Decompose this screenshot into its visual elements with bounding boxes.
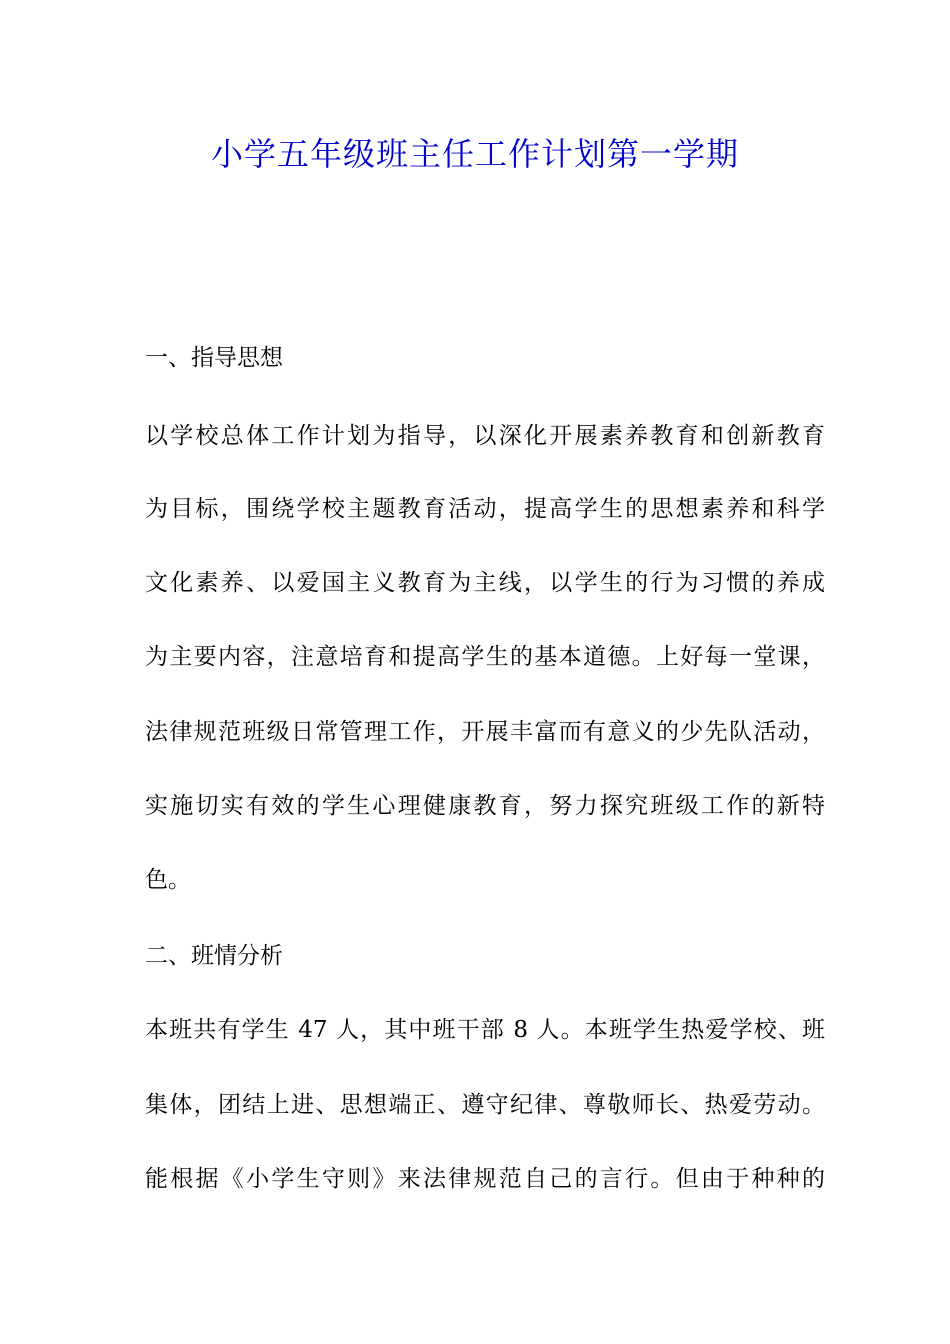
paragraph-line: 色。 (145, 867, 191, 893)
paragraph-line: 实施切实有效的学生心理健康教育，努力探究班级工作的新特 (145, 793, 825, 819)
section-heading-class-analysis: 二、班情分析 (145, 943, 283, 969)
paragraph-line: 法律规范班级日常管理工作，开展丰富而有意义的少先队活动， (145, 719, 825, 745)
paragraph-line: 集体，团结上进、思想端正、遵守纪律、尊敬师长、热爱劳动。 (145, 1092, 825, 1118)
paragraph-line: 以学校总体工作计划为指导，以深化开展素养教育和创新教育 (145, 423, 825, 449)
paragraph-line: 能根据《小学生守则》来法律规范自己的言行。但由于种种的 (145, 1166, 825, 1192)
paragraph-line: 为主要内容，注意培育和提高学生的基本道德。上好每一堂课， (145, 644, 825, 670)
document-title: 小学五年级班主任工作计划第一学期 (210, 135, 739, 173)
paragraph-line: 文化素养、以爱国主义教育为主线，以学生的行为习惯的养成 (145, 570, 825, 596)
paragraph-line: 为目标，围绕学校主题教育活动，提高学生的思想素养和科学 (145, 496, 825, 522)
paragraph-line: 本班共有学生 47 人，其中班干部 8 人。本班学生热爱学校、班 (145, 1017, 825, 1043)
section-heading-guiding-ideology: 一、指导思想 (145, 345, 283, 371)
